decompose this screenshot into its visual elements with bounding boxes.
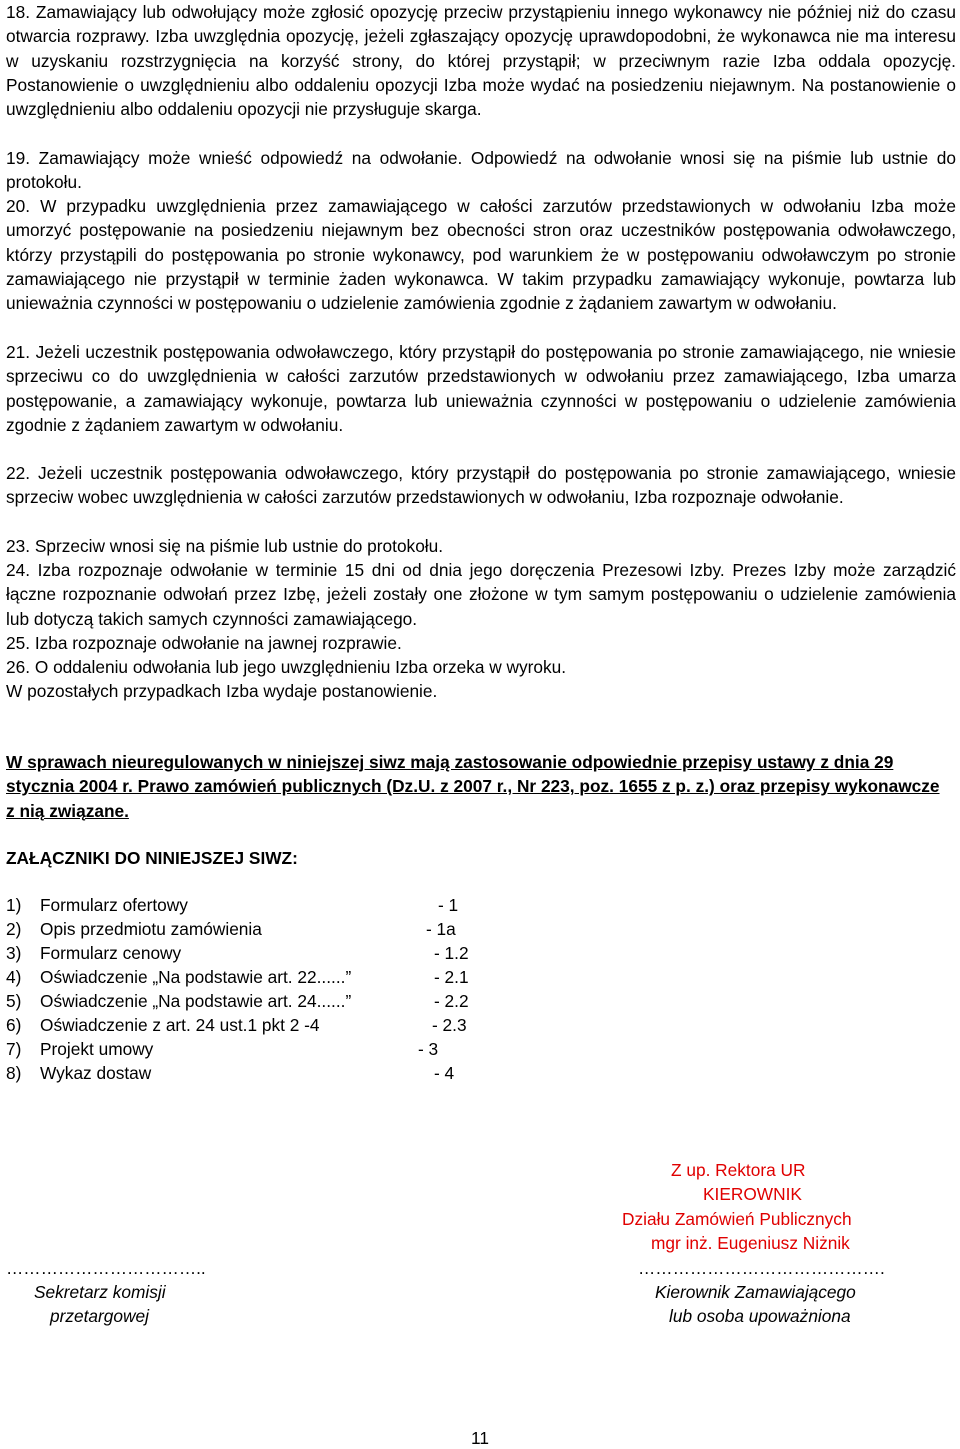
attachment-label: Projekt umowy	[40, 1039, 154, 1059]
attachment-code: - 1	[438, 895, 459, 915]
attachment-number: 8)	[6, 1063, 22, 1083]
paragraph-25: 25. Izba rozpoznaje odwołanie na jawnej rozprawie.	[6, 633, 402, 653]
attachment-label: Formularz cenowy	[40, 943, 182, 963]
paragraph-21: 21. Jeżeli uczestnik postępowania odwoławczego, który przystąpił do postępowania po stronie zamawiającego, nie wniesie sprzeciwu co do uwzględnienia w całości zarzutów przedstawionych w odwołaniu przez zamawiającego, Izba umarza postępowanie, a zamawiający wykonuje, powtarza lub unieważnia czynności w postępowaniu o udzielenie zamówienia zgodnie z żądaniem zawartym w odwołaniu.	[6, 342, 956, 435]
attachments-title: ZAŁĄCZNIKI DO NINIEJSZEJ SIWZ:	[6, 848, 298, 868]
paragraph-26: 26. O oddaleniu odwołania lub jego uwzględnieniu Izba orzeka w wyroku.	[6, 657, 567, 677]
attachment-code: - 1.2	[434, 943, 469, 963]
signature-caption-left-1: Sekretarz komisji	[34, 1282, 166, 1302]
paragraph-closing: W pozostałych przypadkach Izba wydaje postanowienie.	[6, 681, 438, 701]
attachment-number: 7)	[6, 1039, 22, 1059]
attachment-number: 1)	[6, 895, 22, 915]
paragraph-24: 24. Izba rozpoznaje odwołanie w terminie 15 dni od dnia jego doręczenia Prezesowi Izby. Prezes Izby może zarządzić łączne rozpoznanie odwołań przez Izbę, jeżeli zostały one złożone w tym samym postępowaniu o udzielenie zamówienia lub dotyczą takich samych czynności zamawiającego.	[6, 560, 956, 629]
attachment-number: 5)	[6, 991, 22, 1011]
approval-line-1: Z up. Rektora UR	[671, 1160, 806, 1180]
signature-line-left: ……………………………..	[6, 1258, 206, 1278]
paragraph-18: 18. Zamawiający lub odwołujący może zgłosić opozycję przeciw przystąpieniu innego wykonawcy nie później niż do czasu otwarcia rozprawy. Izba uwzględnia opozycję, jeżeli zgłaszający opozycję uprawdopodobni, że wykonawca nie ma interesu w uzyskaniu rozstrzygnięcia na korzyść strony, do której przystąpił; w przeciwnym razie Izba oddala opozycję. Postanowienie o uwzględnieniu albo oddaleniu opozycji Izba może wydać na posiedzeniu niejawnym. Na postanowienie o uwzględnieniu albo oddaleniu opozycji nie przysługuje skarga.	[6, 2, 956, 120]
attachment-label: Oświadczenie „Na podstawie art. 22......”	[40, 967, 352, 987]
approval-line-4: mgr inż. Eugeniusz Niżnik	[651, 1233, 850, 1253]
attachment-code: - 1a	[426, 919, 456, 939]
attachment-number: 2)	[6, 919, 22, 939]
unregulated-matters-notice: W sprawach nieuregulowanych w niniejszej siwz mają zastosowanie odpowiednie przepisy ustawy z dnia 29 stycznia 2004 r. Prawo zamówień publicznych (Dz.U. z 2007 r., Nr 223, poz. 1655 z p. z.) oraz przepisy wykonawcze z nią związane.	[6, 752, 940, 821]
attachment-number: 6)	[6, 1015, 22, 1035]
attachment-number: 3)	[6, 943, 22, 963]
attachment-label: Wykaz dostaw	[40, 1063, 152, 1083]
attachment-label: Opis przedmiotu zamówienia	[40, 919, 262, 939]
attachment-label: Formularz ofertowy	[40, 895, 188, 915]
signature-caption-right-1: Kierownik Zamawiającego	[655, 1282, 856, 1302]
attachment-code: - 4	[434, 1063, 455, 1083]
attachment-code: - 2.1	[434, 967, 469, 987]
paragraph-19: 19. Zamawiający może wnieść odpowiedź na odwołanie. Odpowiedź na odwołanie wnosi się na piśmie lub ustnie do protokołu.	[6, 148, 956, 193]
attachment-label: Oświadczenie „Na podstawie art. 24......”	[40, 991, 352, 1011]
attachment-code: - 3	[418, 1039, 439, 1059]
paragraph-23: 23. Sprzeciw wnosi się na piśmie lub ustnie do protokołu.	[6, 536, 444, 556]
paragraph-20: 20. W przypadku uwzględnienia przez zamawiającego w całości zarzutów przedstawionych w odwołaniu Izba może umorzyć postępowanie na posiedzeniu niejawnym bez obecności stron oraz uczestników postępowania odwoławczego, którzy przystąpili do postępowania po stronie wykonawcy, pod warunkiem że w postępowaniu odwoławczym po stronie zamawiającego nie przystąpił w terminie żaden wykonawca. W takim przypadku zamawiający wykonuje, powtarza lub unieważnia czynności w postępowaniu o udzielenie zamówienia zgodnie z żądaniem zawartym w odwołaniu.	[6, 196, 956, 314]
signature-caption-right-2: lub osoba upoważniona	[669, 1306, 851, 1326]
attachment-number: 4)	[6, 967, 22, 987]
attachment-code: - 2.3	[432, 1015, 467, 1035]
approval-line-2: KIEROWNIK	[703, 1184, 802, 1204]
attachment-label: Oświadczenie z art. 24 ust.1 pkt 2 -4	[40, 1015, 320, 1035]
signature-line-right: …………………………………….	[638, 1258, 885, 1278]
approval-line-3: Działu Zamówień Publicznych	[622, 1209, 852, 1229]
page-number: 11	[471, 1428, 489, 1448]
attachment-code: - 2.2	[434, 991, 469, 1011]
signature-caption-left-2: przetargowej	[50, 1306, 149, 1326]
paragraph-22: 22. Jeżeli uczestnik postępowania odwoławczego, który przystąpił do postępowania po stronie zamawiającego, wniesie sprzeciw wobec uwzględnienia w całości zarzutów przedstawionych w odwołaniu, Izba rozpoznaje odwołanie.	[6, 463, 956, 508]
